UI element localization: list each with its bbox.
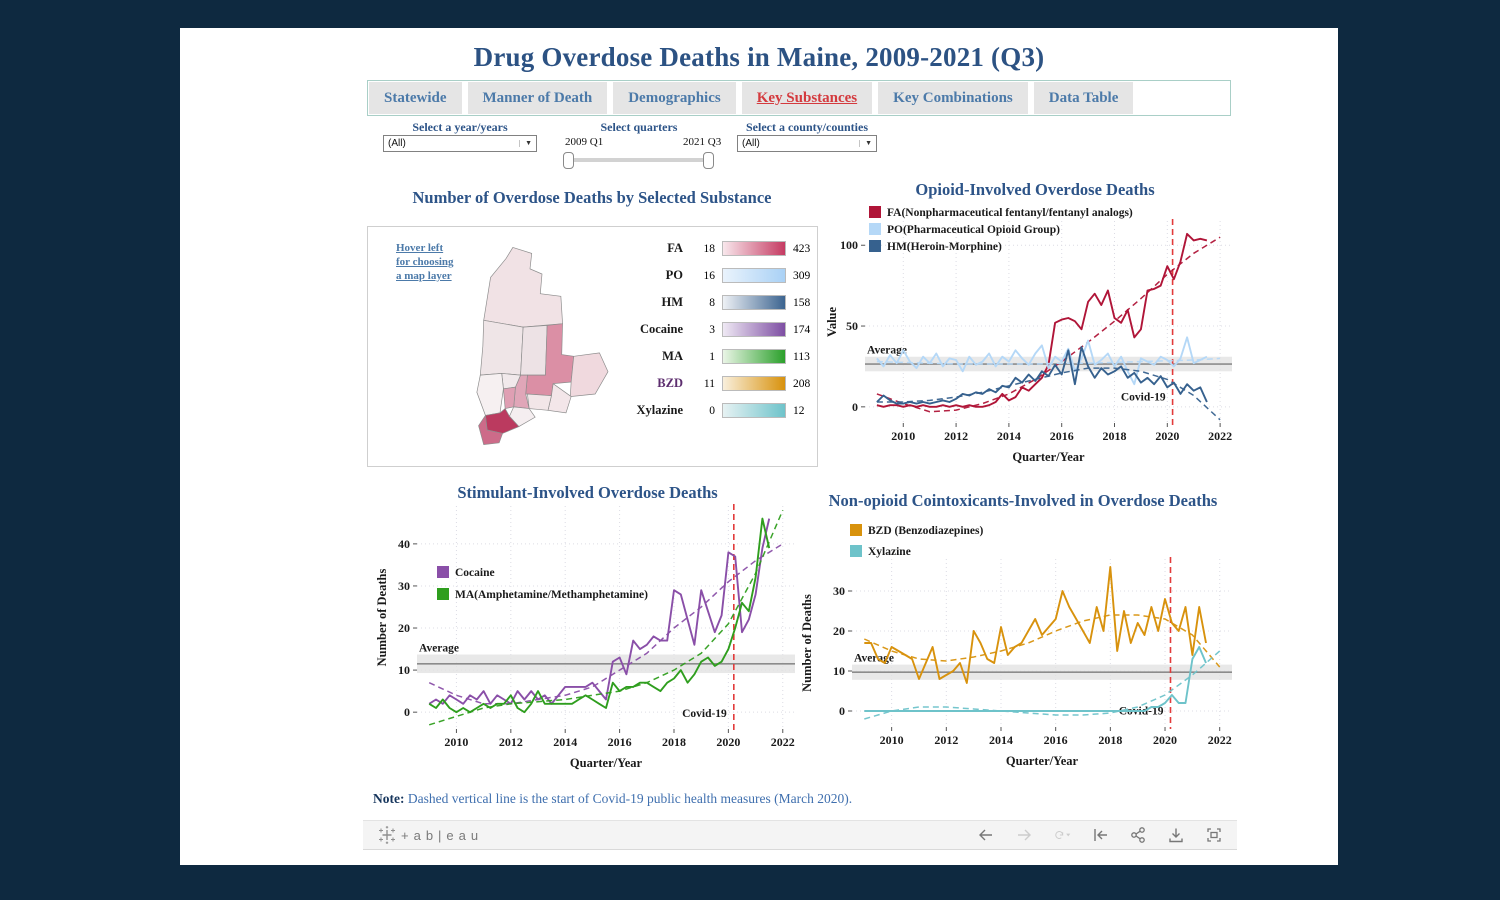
quarter-range-start: 2009 Q1	[565, 136, 604, 148]
svg-text:2012: 2012	[498, 735, 523, 749]
map-panel	[367, 226, 818, 467]
svg-text:Value: Value	[825, 306, 839, 338]
tab-key-substances[interactable]: Key Substances	[742, 82, 872, 114]
svg-text:0: 0	[404, 705, 410, 720]
svg-text:10: 10	[398, 663, 410, 678]
stimulant-line-chart[interactable]	[375, 504, 800, 796]
fullscreen-icon[interactable]	[1205, 826, 1223, 844]
svg-text:2010: 2010	[444, 735, 469, 749]
page-title: Drug Overdose Deaths in Maine, 2009-2021 (Q3)	[473, 42, 1045, 72]
svg-text:20: 20	[833, 624, 845, 638]
stimulant-chart-title: Stimulant-Involved Overdose Deaths	[457, 483, 718, 502]
svg-text:2022: 2022	[770, 735, 795, 749]
svg-text:Covid-19: Covid-19	[1120, 391, 1166, 404]
svg-text:Covid-19: Covid-19	[682, 708, 727, 721]
svg-text:BZD (Benzodiazepines): BZD (Benzodiazepines)	[868, 525, 984, 537]
map-hover-note[interactable]: Hover left for choosing a map layer	[396, 242, 454, 282]
dashboard-card	[180, 28, 1338, 865]
svg-text:Average: Average	[419, 642, 460, 655]
replay-icon[interactable]	[1053, 826, 1071, 844]
footnote-text: Dashed vertical line is the start of Covid-19 public health measures (March 2020).	[404, 791, 853, 806]
svg-text:PO(Pharmaceutical Opioid Group: PO(Pharmaceutical Opioid Group)	[887, 224, 1060, 236]
svg-text:40: 40	[398, 536, 410, 551]
map-legend-row: FA 18 423	[667, 241, 811, 255]
svg-text:2020: 2020	[716, 735, 741, 749]
svg-text:2016: 2016	[1049, 429, 1074, 443]
nonopioid-chart-title: Non-opioid Cointoxicants-Involved in Overdose Deaths	[828, 491, 1218, 510]
tableau-wordmark: +ab|eau	[401, 827, 484, 843]
year-filter-label: Select a year/years	[412, 120, 508, 134]
year-filter-dropdown[interactable]	[383, 135, 537, 152]
svg-text:20: 20	[398, 621, 410, 636]
caret-down-icon	[1066, 834, 1070, 837]
svg-text:2014: 2014	[996, 429, 1021, 443]
map-legend-row: Xylazine 0 12	[636, 403, 805, 417]
svg-text:2020: 2020	[1155, 429, 1180, 443]
county-filter-label: Select a county/counties	[746, 120, 868, 134]
map-legend-row: MA 1 113	[662, 349, 810, 363]
year-filter-value: (All)	[388, 138, 406, 149]
opioid-line-chart[interactable]	[825, 196, 1245, 476]
svg-text:Quarter/Year: Quarter/Year	[569, 756, 643, 770]
map-legend-row: Cocaine 3 174	[639, 322, 811, 336]
gradient-bar[interactable]	[722, 268, 786, 283]
svg-text:2018: 2018	[1102, 429, 1127, 443]
svg-text:50: 50	[846, 319, 858, 334]
svg-text:2010: 2010	[891, 429, 916, 443]
county-filter-value: (All)	[742, 138, 760, 149]
svg-text:2016: 2016	[607, 735, 632, 749]
tab-key-combinations[interactable]: Key Combinations	[878, 82, 1028, 114]
opioid-chart-title: Opioid-Involved Overdose Deaths	[915, 180, 1155, 199]
gradient-bar[interactable]	[722, 295, 786, 310]
quarter-slider-track[interactable]	[563, 158, 714, 162]
svg-text:0: 0	[852, 399, 858, 414]
gradient-bar[interactable]	[722, 349, 786, 364]
tableau-glyph-icon	[377, 825, 397, 845]
svg-text:Number of Deaths: Number of Deaths	[800, 594, 814, 692]
quarter-filter-label: Select quarters	[600, 120, 678, 134]
svg-text:100: 100	[840, 238, 858, 253]
svg-text:MA(Amphetamine/Methamphetamine: MA(Amphetamine/Methamphetamine)	[455, 589, 648, 601]
undo-arrow-icon[interactable]	[977, 826, 995, 844]
svg-text:2022: 2022	[1207, 733, 1232, 747]
svg-text:2016: 2016	[1043, 733, 1068, 747]
svg-text:2018: 2018	[1098, 733, 1123, 747]
footer-toolbar	[977, 826, 1223, 844]
svg-text:Cocaine: Cocaine	[455, 567, 495, 579]
svg-text:2014: 2014	[553, 735, 578, 749]
svg-text:2010: 2010	[879, 733, 904, 747]
svg-text:2012: 2012	[934, 733, 959, 747]
svg-text:Number of Deaths: Number of Deaths	[375, 568, 389, 667]
svg-text:Covid-19: Covid-19	[1118, 705, 1164, 718]
svg-text:2020: 2020	[1153, 733, 1178, 747]
nonopioid-line-chart[interactable]	[800, 512, 1247, 796]
svg-text:Average: Average	[854, 652, 895, 665]
tableau-logo[interactable]	[377, 825, 483, 845]
map-legend-row: HM 8 158	[661, 295, 811, 309]
download-icon[interactable]	[1167, 826, 1185, 844]
svg-text:Quarter/Year: Quarter/Year	[1012, 450, 1085, 464]
tableau-footer	[363, 820, 1237, 850]
tab-manner-of-death[interactable]: Manner of Death	[468, 82, 608, 114]
quarter-slider-handle-right[interactable]	[703, 152, 714, 169]
svg-text:0: 0	[839, 704, 845, 718]
quarter-slider[interactable]	[563, 152, 714, 168]
svg-text:HM(Heroin-Morphine): HM(Heroin-Morphine)	[887, 241, 1002, 253]
map-panel-title: Number of Overdose Deaths by Selected Substance	[412, 188, 772, 207]
share-icon[interactable]	[1129, 826, 1147, 844]
svg-text:2012: 2012	[944, 429, 969, 443]
gradient-bar[interactable]	[722, 376, 786, 391]
gradient-bar[interactable]	[722, 241, 786, 256]
tab-bar	[367, 80, 1231, 116]
svg-text:2018: 2018	[661, 735, 686, 749]
svg-text:Xylazine: Xylazine	[868, 546, 911, 558]
quarter-range-end: 2021 Q3	[683, 136, 722, 148]
tab-data-table[interactable]: Data Table	[1034, 82, 1134, 114]
reset-icon[interactable]	[1091, 826, 1109, 844]
gradient-bar[interactable]	[722, 322, 786, 337]
svg-text:30: 30	[398, 578, 410, 593]
tab-demographics[interactable]: Demographics	[613, 82, 736, 114]
gradient-bar[interactable]	[722, 403, 786, 418]
svg-text:30: 30	[833, 584, 845, 598]
map-legend	[623, 235, 827, 424]
svg-text:FA(Nonpharmaceutical fentanyl/: FA(Nonpharmaceutical fentanyl/fentanyl analogs)	[887, 207, 1133, 219]
maine-choropleth-map[interactable]	[434, 231, 614, 461]
quarter-slider-handle-left[interactable]	[563, 152, 574, 169]
county-filter-dropdown[interactable]	[737, 135, 877, 152]
chevron-down-icon: ▼	[859, 140, 872, 147]
svg-text:Average: Average	[867, 344, 908, 357]
footnote	[373, 791, 852, 807]
footnote-prefix: Note:	[373, 791, 405, 806]
svg-text:Quarter/Year: Quarter/Year	[1005, 754, 1079, 768]
map-legend-row: BZD 11 208	[657, 376, 811, 390]
svg-text:10: 10	[833, 664, 845, 678]
redo-arrow-icon[interactable]	[1015, 826, 1033, 844]
map-legend-row: PO 16 309	[665, 268, 811, 282]
tab-statewide[interactable]: Statewide	[369, 82, 462, 114]
chevron-down-icon: ▼	[519, 140, 532, 147]
svg-text:2014: 2014	[988, 733, 1013, 747]
svg-text:2022: 2022	[1208, 429, 1233, 443]
